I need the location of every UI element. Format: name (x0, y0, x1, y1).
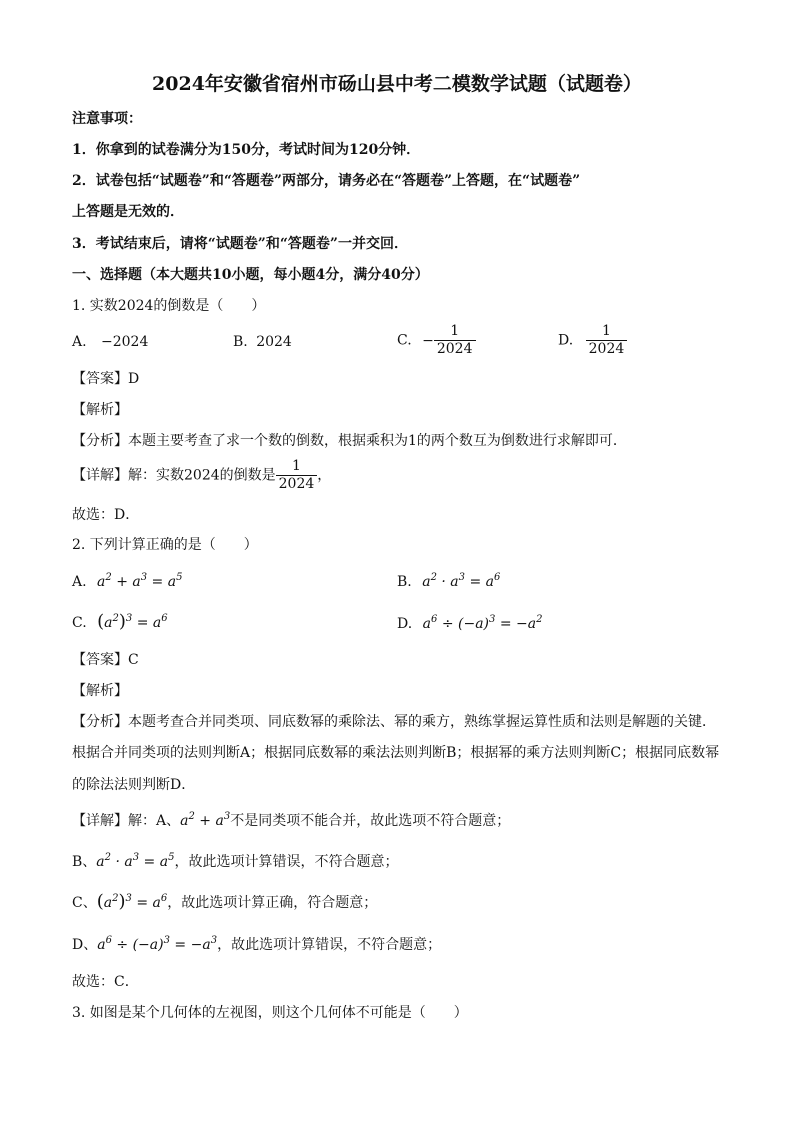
notice-item-3: 3．考试结束后，请将“试题卷”和“答题卷”一并交回． (72, 236, 408, 252)
formula: $(a^2)^3 = a^6$ (97, 611, 168, 632)
formula: $(a^2)^3 = a^6$ (96, 891, 168, 912)
fraction (276, 458, 318, 493)
formula: $a^6 \div (-a)^3 = -a^3$ (97, 935, 218, 953)
q2-detail-b (72, 853, 398, 871)
notice-heading: 注意事项： (72, 111, 142, 127)
formula: $a^2 \cdot a^3 = a^5$ (96, 852, 175, 870)
q2-analysis-1: 【分析】本题考查合并同类项、同底数幂的乘除法、幂的乘方，熟练掌握运算性质和法则是解题的关键． (72, 714, 716, 730)
detail-suffix: ，故此选项计算正确，符合题意； (167, 895, 378, 911)
section-heading: 一、选择题（本大题共10小题，每小题4分，满分40分） (72, 267, 429, 283)
option-label: D. (397, 616, 413, 632)
formula: $a^2 + a^3 = a^5$ (97, 572, 183, 590)
detail-suffix: ， (317, 467, 332, 484)
q1-option-d (558, 323, 627, 358)
q2-option-a (72, 573, 182, 591)
detail-text: C、 (72, 895, 97, 911)
q2-analysis-2: 根据合并同类项的法则判断A；根据同底数幂的乘法法则判断B；根据幂的乘方法则判断C；根据同底数幂 (72, 745, 720, 761)
q2-analysis-3: 的除法法则判断D． (72, 777, 196, 793)
option-value: 2024 (256, 334, 292, 350)
q2-answer: 【答案】C (72, 652, 139, 668)
detail-suffix: ，故此选项计算错误，不符合题意； (174, 854, 399, 870)
detail-suffix: 不是同类项不能合并，故此选项不符合题意； (230, 813, 511, 829)
formula: $a^2 \cdot a^3 = a^6$ (422, 572, 501, 590)
option-label: A. (72, 574, 87, 590)
q1-analysis: 【分析】本题主要考查了求一个数的倒数，根据乘积为1的两个数互为倒数进行求解即可． (72, 433, 627, 449)
q2-analysis-heading: 【解析】 (72, 683, 128, 699)
option-label: B. (397, 574, 412, 590)
question-3-stem: 3. 如图是某个几何体的左视图，则这个几何体不可能是（ ） (72, 1005, 468, 1021)
q2-detail-a (72, 812, 510, 830)
q2-option-b (397, 573, 500, 591)
detail-text: D、 (72, 937, 98, 953)
q1-option-a (72, 333, 148, 351)
page-title: 2024年安徽省宿州市砀山县中考二模数学试题（试题卷） (152, 73, 642, 95)
fraction-denominator: 2024 (436, 341, 473, 357)
minus-sign: − (422, 332, 434, 349)
q1-analysis-heading: 【解析】 (72, 402, 128, 418)
fraction (434, 323, 476, 358)
q2-option-c (72, 613, 168, 632)
detail-text: B、 (72, 854, 97, 870)
fraction-numerator: 1 (276, 458, 318, 476)
detail-text: 【详解】解：A、 (72, 813, 181, 829)
question-2-stem: 2. 下列计算正确的是（ ） (72, 537, 258, 553)
notice-item-2a: 2．试卷包括“试题卷”和“答题卷”两部分，请务必在“答题卷”上答题，在“试题卷” (72, 173, 581, 189)
question-1-stem: 1. 实数2024的倒数是（ ） (72, 298, 266, 314)
q2-detail-c (72, 893, 377, 912)
q2-option-d (397, 615, 542, 633)
detail-text: 【详解】解：实数2024的倒数是 (72, 467, 276, 484)
option-label: C. (72, 615, 87, 631)
fraction-numerator: 1 (586, 323, 628, 341)
option-label: C. (397, 332, 412, 349)
q1-answer: 【答案】D (72, 371, 140, 387)
fraction-denominator: 2024 (588, 341, 625, 357)
q2-detail-d (72, 936, 441, 954)
option-value: −2024 (101, 334, 149, 350)
q1-choice: 故选：D． (72, 507, 140, 523)
q1-detail (72, 458, 331, 493)
fraction (586, 323, 628, 358)
notice-item-2b: 上答题是无效的． (72, 204, 184, 220)
detail-suffix: ，故此选项计算错误，不符合题意； (217, 937, 442, 953)
notice-item-1: 1．你拿到的试卷满分为150分，考试时间为120分钟． (72, 142, 421, 158)
q2-choice: 故选：C． (72, 974, 139, 990)
option-label: B. (233, 334, 248, 350)
formula: $a^6 \div (-a)^3 = -a^2$ (422, 614, 543, 632)
option-label: D. (558, 332, 574, 349)
q1-option-c (397, 323, 476, 358)
option-label: A. (72, 334, 87, 350)
fraction-denominator: 2024 (278, 476, 315, 492)
fraction-numerator: 1 (434, 323, 476, 341)
formula: $a^2 + a^3$ (180, 811, 231, 829)
q1-option-b (233, 333, 292, 351)
